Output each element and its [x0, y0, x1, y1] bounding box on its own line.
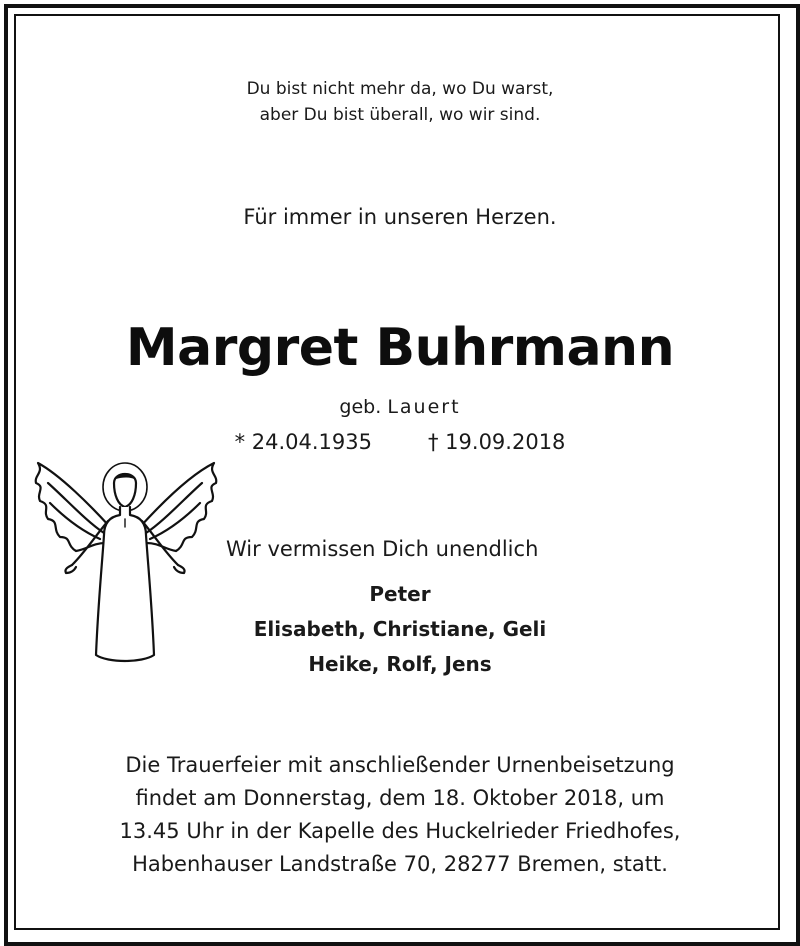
service-line-1: Die Trauerfeier mit anschließender Urnenbeisetzung: [125, 753, 675, 777]
service-line-4: Habenhauser Landstraße 70, 28277 Bremen, statt.: [132, 852, 668, 876]
forever-line: Für immer in unseren Herzen.: [243, 205, 557, 229]
birth-date: * 24.04.1935: [234, 430, 372, 454]
service-line-3: 13.45 Uhr in der Kapelle des Huckelrieder Friedhofes,: [119, 819, 681, 843]
family-line-3: Heike, Rolf, Jens: [308, 652, 492, 676]
deceased-name: Margret Buhrmann: [125, 318, 675, 378]
death-date: † 19.09.2018: [428, 430, 566, 454]
family-line-1: Peter: [369, 582, 431, 606]
memorial-quote: [0, 76, 800, 128]
maiden-name: Lauert: [387, 396, 461, 418]
life-dates: [0, 430, 800, 454]
quote-line-1: Du bist nicht mehr da, wo Du warst,: [246, 79, 554, 99]
miss-line: Wir vermissen Dich unendlich: [226, 537, 539, 561]
quote-line-2: aber Du bist überall, wo wir sind.: [259, 105, 541, 125]
angel-icon: [30, 455, 220, 675]
service-details: [0, 749, 800, 881]
maiden-prefix: geb.: [339, 396, 382, 418]
service-line-2: findet am Donnerstag, dem 18. Oktober 2018, um: [135, 786, 665, 810]
family-line-2: Elisabeth, Christiane, Geli: [253, 617, 547, 641]
family-names: [200, 577, 600, 682]
maiden-name-line: [0, 396, 800, 418]
